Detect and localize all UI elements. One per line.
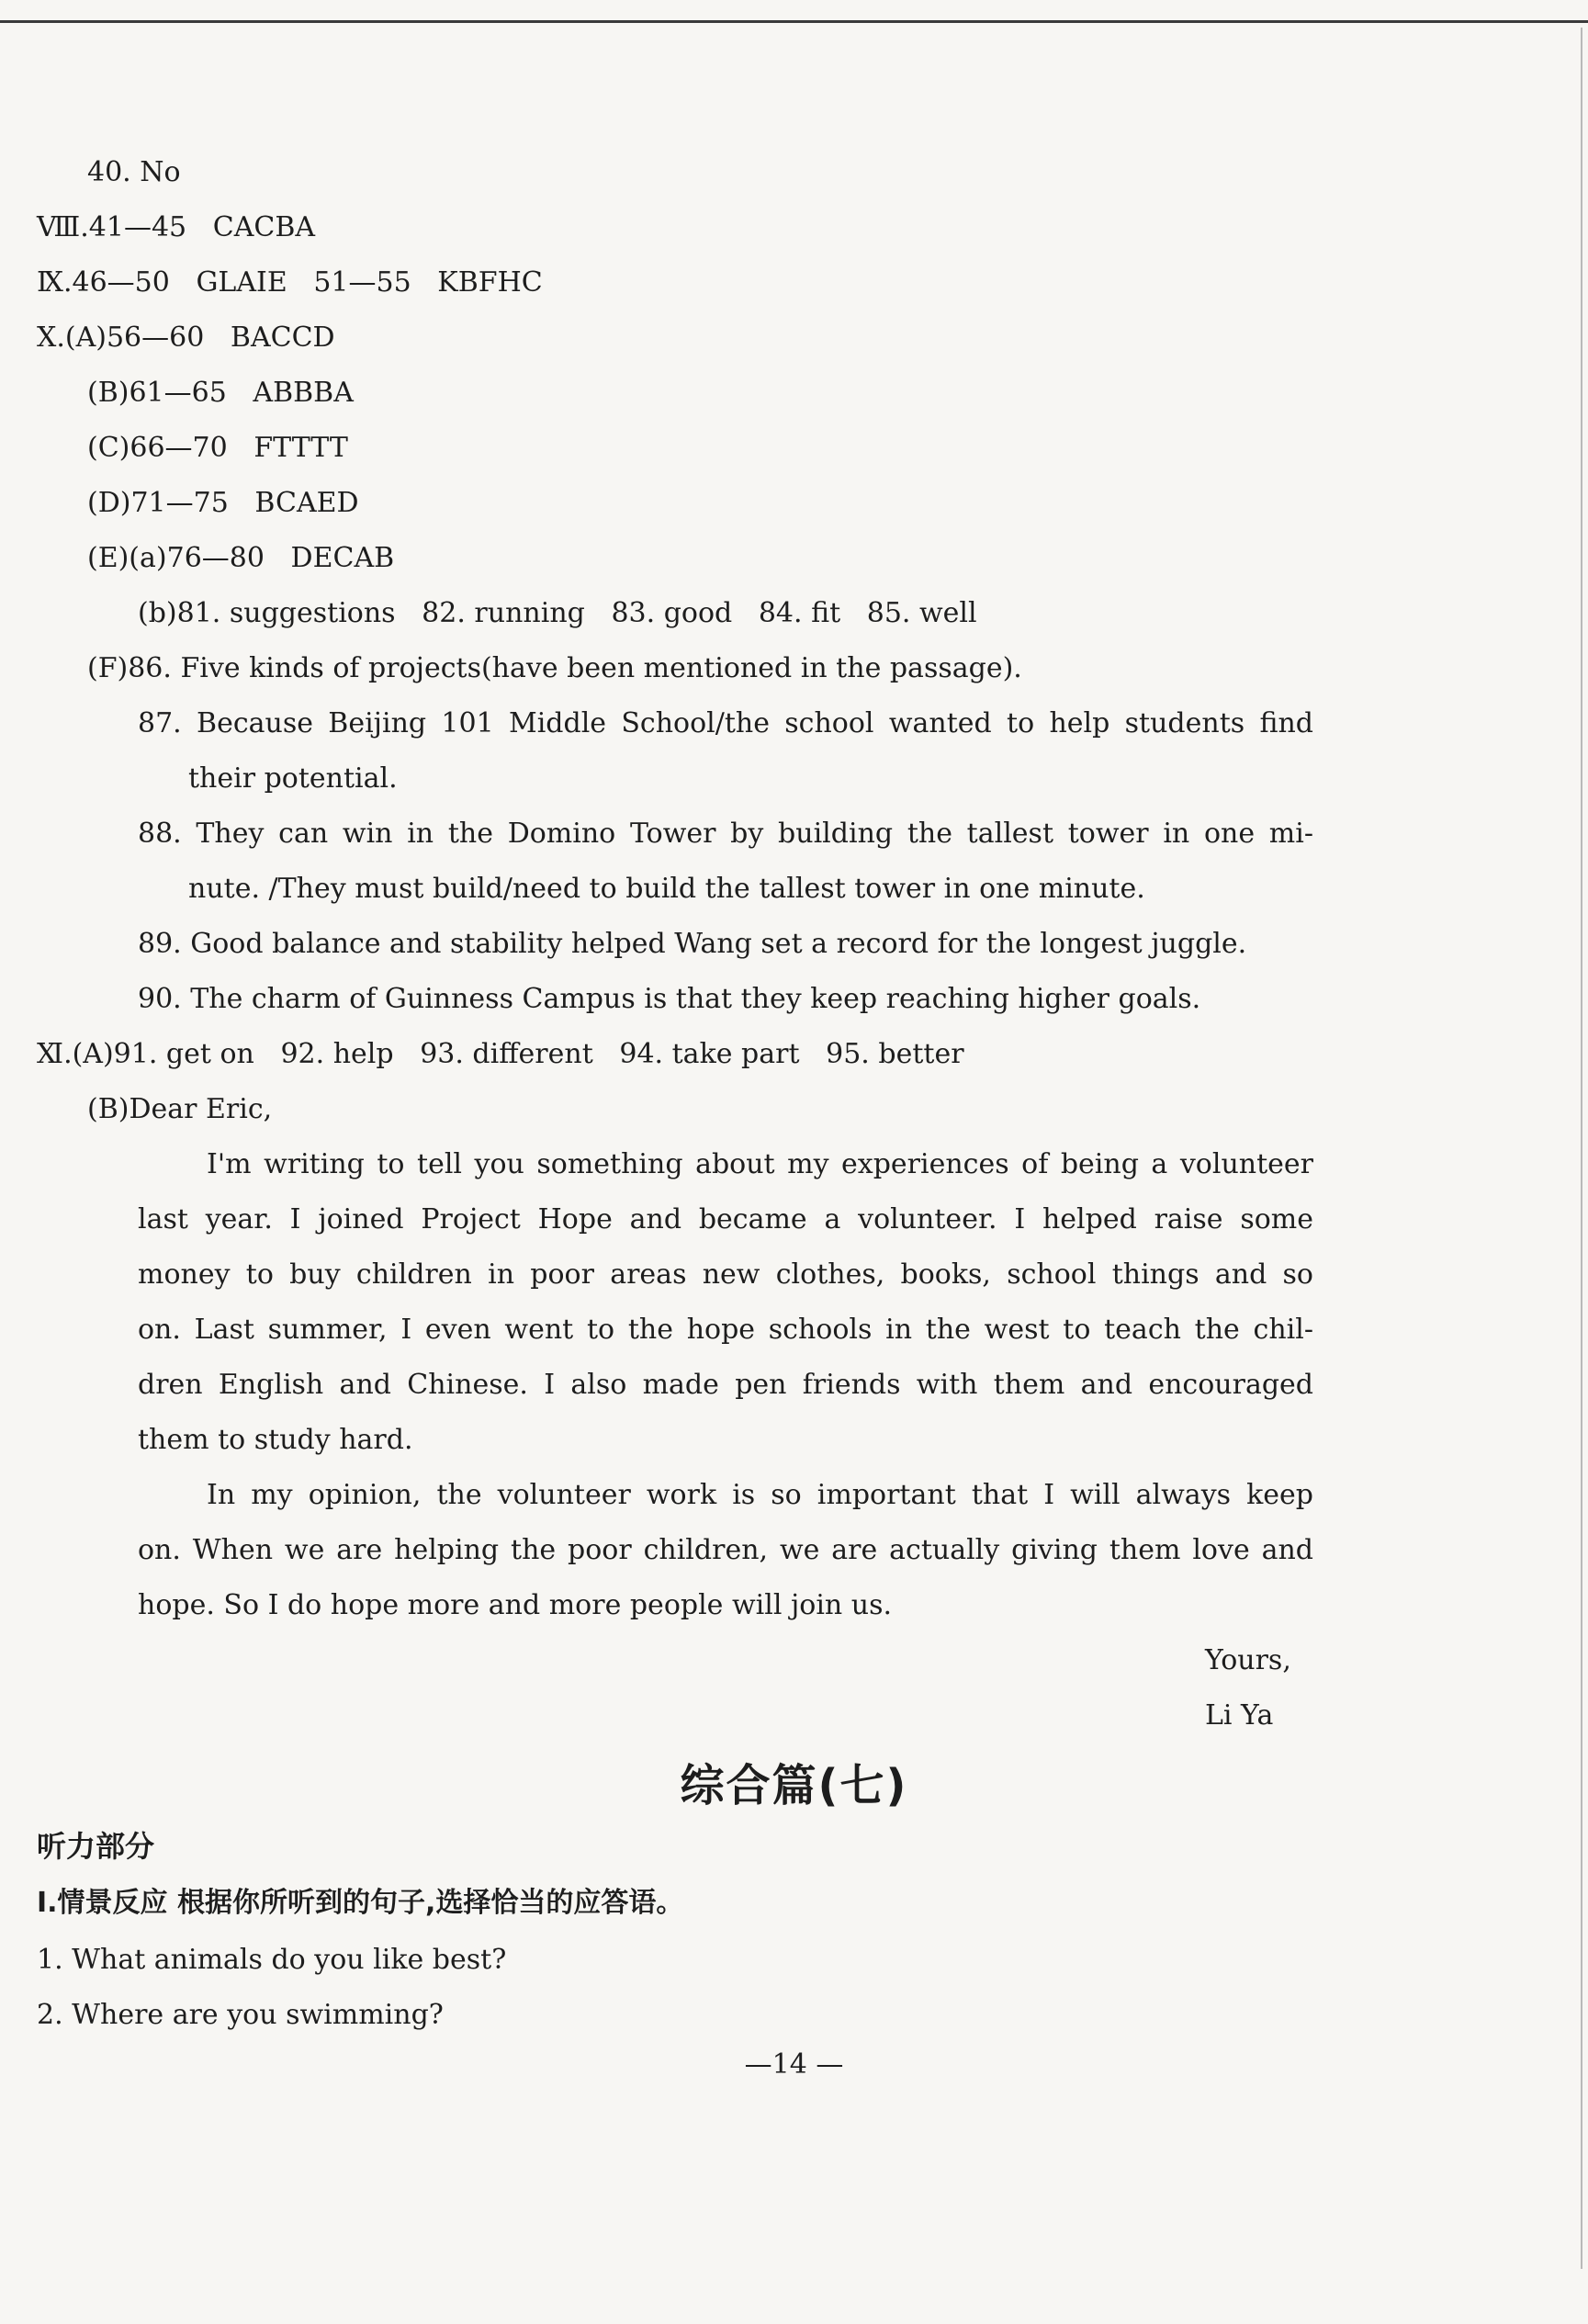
answer-line-90: 90. The charm of Guinness Campus is that they keep reaching higher goals. <box>138 983 1201 1015</box>
letter-line: hope. So I do hope more and more people will join us. <box>138 1589 893 1621</box>
answer-line-76-80: (E)(a)76—80 DECAB <box>87 542 395 574</box>
letter-salutation: (B)Dear Eric, <box>87 1093 273 1125</box>
letter-line: money to buy children in poor areas new clothes, books, school things and so <box>138 1258 1313 1291</box>
letter-line: last year. I joined Project Hope and became a volunteer. I helped raise some <box>138 1203 1313 1235</box>
question-2: 2. Where are you swimming? <box>37 1999 444 2031</box>
letter-line: on. When we are helping the poor children, we are actually giving them love and <box>138 1534 1313 1566</box>
part1-heading: Ⅰ.情景反应 根据你所听到的句子,选择恰当的应答语。 <box>37 1887 684 1919</box>
letter-line: dren English and Chinese. I also made pen friends with them and encouraged <box>138 1369 1313 1401</box>
page-edge <box>1581 28 1582 2269</box>
question-1: 1. What animals do you like best? <box>37 1944 507 1976</box>
answer-line-87b: their potential. <box>188 762 398 795</box>
answer-line-61-65: (B)61—65 ABBBA <box>87 377 354 409</box>
answer-line-81-85: (b)81. suggestions 82. running 83. good 84. fit 85. well <box>138 597 977 629</box>
letter-line: I'm writing to tell you something about my experiences of being a volunteer <box>207 1148 1313 1180</box>
answer-line-87a: 87. Because Beijing 101 Middle School/the school wanted to help students find <box>138 707 1313 739</box>
letter-signature: Li Ya <box>1205 1699 1274 1732</box>
answer-line-91-95: Ⅺ.(A)91. get on 92. help 93. different 94. take part 95. better <box>37 1038 964 1070</box>
answer-line-71-75: (D)71—75 BCAED <box>87 487 359 519</box>
page-number: —14 — <box>744 2048 844 2081</box>
answer-line-88a: 88. They can win in the Domino Tower by building the tallest tower in one mi- <box>138 818 1313 850</box>
letter-closing: Yours, <box>1205 1644 1291 1676</box>
answer-line-89: 89. Good balance and stability helped Wang set a record for the longest juggle. <box>138 928 1247 960</box>
answer-line-88b: nute. /They must build/need to build the tallest tower in one minute. <box>188 873 1145 905</box>
letter-line: them to study hard. <box>138 1424 413 1456</box>
answer-line-66-70: (C)66—70 FTTTT <box>87 432 348 464</box>
answer-line-46-55: Ⅸ.46—50 GLAIE 51—55 KBFHC <box>37 266 543 299</box>
section-title: 综合篇(七) <box>680 1760 908 1811</box>
answer-line-41-45: Ⅷ.41—45 CACBA <box>37 211 316 243</box>
answer-line-40: 40. No <box>87 156 181 188</box>
letter-line: on. Last summer, I even went to the hope schools in the west to teach the chil- <box>138 1314 1313 1346</box>
top-rule <box>0 20 1588 23</box>
answer-line-56-60: Ⅹ.(A)56—60 BACCD <box>37 322 335 354</box>
listening-heading: 听力部分 <box>37 1829 155 1864</box>
letter-line: In my opinion, the volunteer work is so important that I will always keep <box>207 1479 1313 1511</box>
answer-line-86: (F)86. Five kinds of projects(have been mentioned in the passage). <box>87 652 1022 684</box>
